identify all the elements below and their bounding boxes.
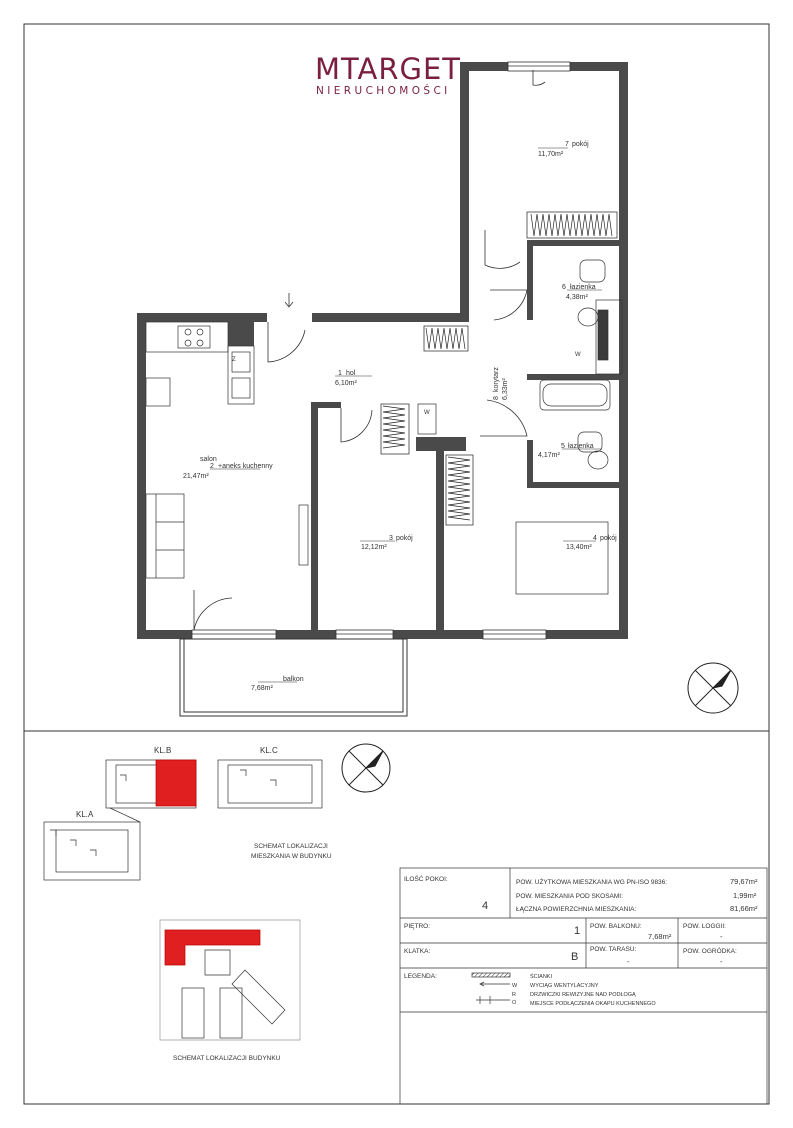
info-total-value: 81,66m² [730,904,758,913]
info-balcony-label: POW. BALKONU: [590,923,642,930]
room-4-area: 13,40m² [566,544,592,551]
room-1-area: 6,10m² [335,380,357,387]
label-kl-c: KL.C [260,746,278,755]
room-5-name: łazienka [568,443,594,450]
info-total-label: ŁĄCZNA POWIERZCHNIA MIESZKANIA: [516,906,637,913]
schemat-building-line2: MIESZKANIA W BUDYNKU [251,853,332,860]
room-3-area: 12,12m² [361,544,387,551]
info-usable-value: 79,67m² [730,877,758,886]
info-loggia-label: POW. LOGGII: [683,923,726,930]
schemat-building-line1: SCHEMAT LOKALIZACJI [254,843,328,850]
info-floor-value: 1 [574,925,581,937]
room-2-name: salon [200,456,217,463]
brand-logo-text: MTARGET [315,52,461,86]
exterior-walls [137,62,628,639]
north-arrow-small-icon [342,744,390,792]
label-kl-b: KL.B [154,746,172,755]
info-usable-label: POW. UŻYTKOWA MIESZKANIA WG PN-ISO 9836: [516,879,668,886]
info-rooms-value: 4 [482,900,489,912]
room-7-name: pokój [572,141,589,148]
legend-item-4: MIEJSCE PODŁĄCZENIA OKAPU KUCHENNEGO [530,1001,656,1007]
room-label-lines [210,148,602,682]
symbol-w: W [575,352,581,358]
north-arrow-icon [688,663,738,713]
room-2-id: 2 [210,463,214,470]
info-floor-label: PIĘTRO: [404,923,431,930]
building-scheme [44,760,322,880]
bed [516,522,608,594]
label-kl-a: KL.A [76,810,94,819]
legend-item-3: DRZWICZKI REWIZYJNE NAD PODŁOGĄ [530,992,636,998]
site-scheme [160,920,300,1040]
info-balcony-value: 7,68m² [648,932,672,941]
room-8-area: 6,33m² [502,378,509,400]
symbol-w2: W [424,410,430,416]
info-garden-value: - [720,957,723,966]
legend-symbols [472,973,510,1004]
info-staircase-value: B [571,951,579,963]
room-6-area: 4,38m² [566,294,588,301]
info-garden-label: POW. OGRÓDKA: [683,948,737,955]
room-3-name: pokój [396,535,413,542]
info-legend-label: LEGENDA: [404,973,437,980]
balcony-name: balkon [283,676,304,683]
legend-sym-w: W [512,983,518,989]
info-loggia-value: - [720,932,723,941]
room-6-name: łazienka [570,284,596,291]
info-underslope-label: POW. MIESZKANIA POD SKOSAMI: [516,893,623,900]
room-4-id: 4 [593,535,597,542]
room-8-name: korytarz [493,367,500,392]
balcony-area: 7,68m² [251,685,273,692]
sofa [146,494,308,578]
room-6-id: 6 [562,284,566,291]
room-4-name: pokój [600,535,617,542]
brand-tagline: NIERUCHOMOŚCI [316,85,451,97]
info-terrace-label: POW. TARASU: [590,946,637,953]
info-terrace-value: - [627,957,630,966]
room-8-id: 8 [493,396,500,400]
room-5-area: 4,17m² [538,452,560,459]
room-2-name2: +aneks kuchenny [218,463,273,470]
room-5-id: 5 [561,443,565,450]
schemat-site-label: SCHEMAT LOKALIZACJI BUDYNKU [173,1055,281,1062]
legend-item-1: ŚCIANKI [530,974,553,980]
room-1-id: 1 [338,370,342,377]
info-underslope-value: 1,99m² [733,891,757,900]
room-3-id: 3 [389,535,393,542]
legend-sym-o: O [512,1000,517,1006]
windows [192,62,570,639]
info-rooms-label: ILOŚĆ POKOI: [404,876,448,883]
room-1-name: hol [346,370,356,377]
room-7-id: 7 [565,141,569,148]
legend-item-2: WYCIĄG WENTYLACYJNY [530,983,599,989]
symbol-z: Z [232,357,236,363]
legend-sym-r: R [512,992,516,998]
room-7-area: 11,70m² [538,151,564,158]
room-2-area: 21,47m² [183,473,209,480]
info-staircase-label: KLATKA: [404,948,431,955]
